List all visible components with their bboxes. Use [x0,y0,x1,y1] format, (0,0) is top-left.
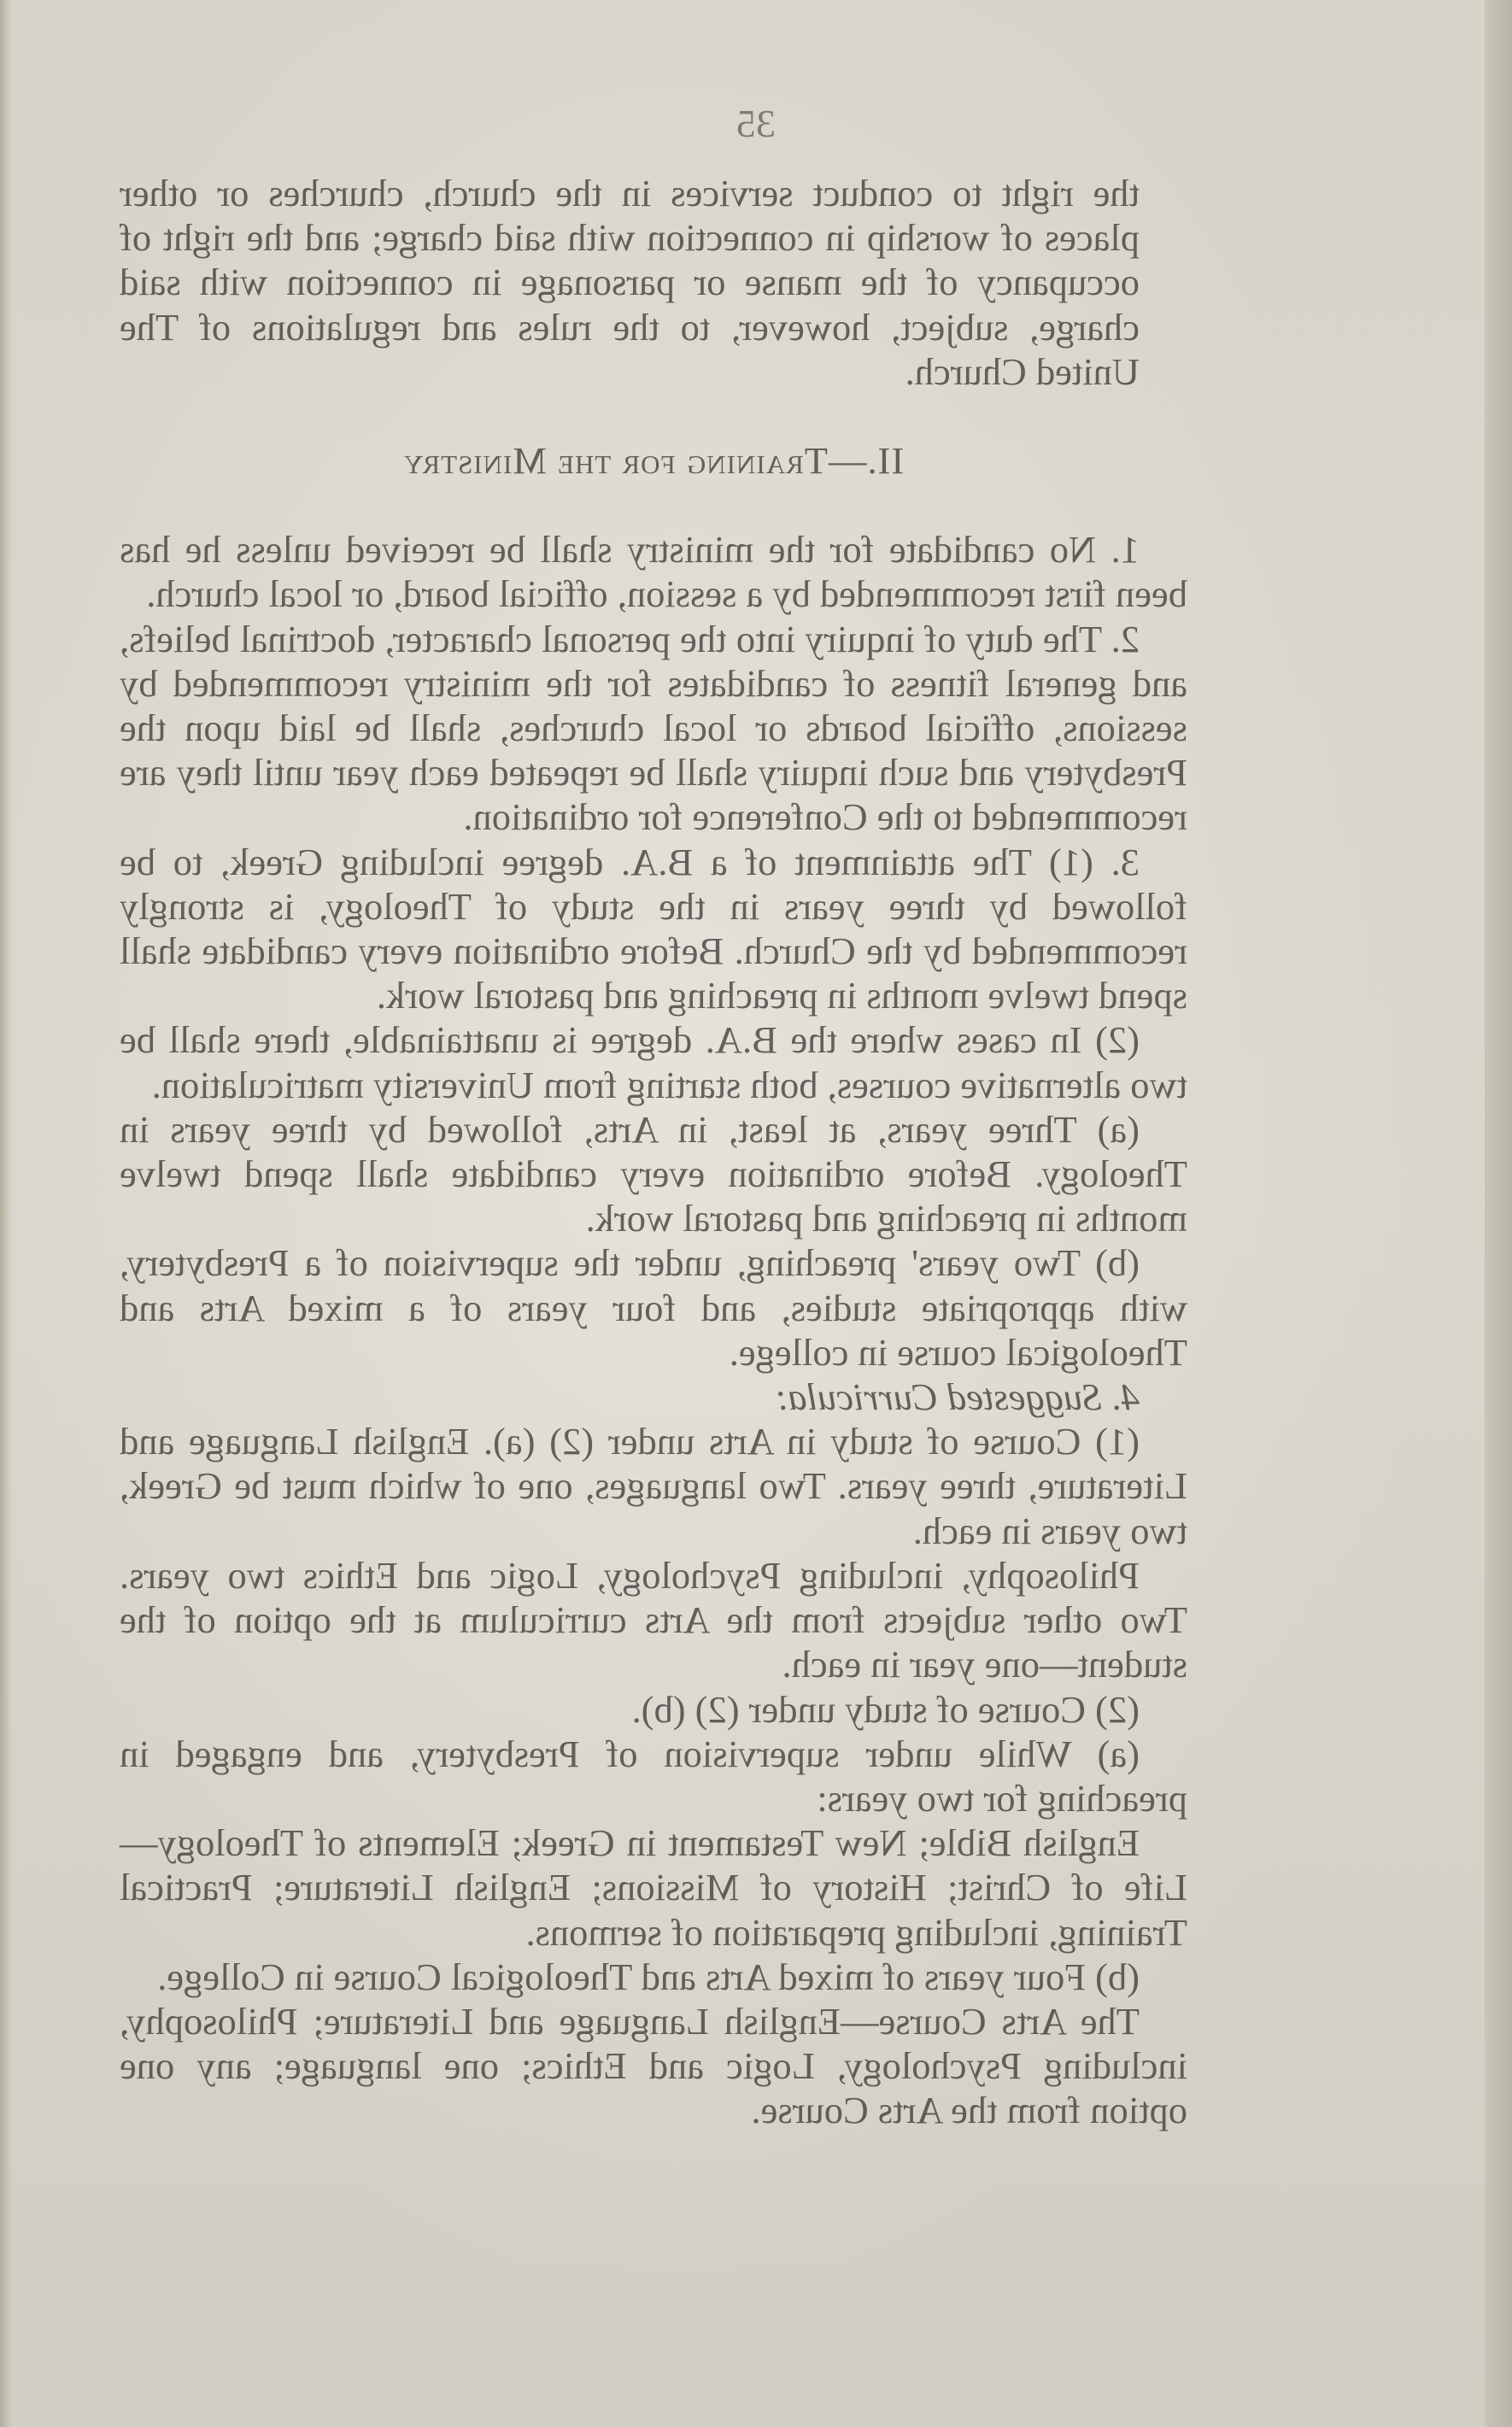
paragraph-3-2: (2) In cases where the B.A. degree is unattainable, there shall be two alternative courses, both starting from University matriculation. [120,1018,1187,1106]
paragraph-3-2-b: (b) Two years' preaching, under the supervision of a Presbytery, with appropriate studies, and four years of a mixed Arts and Theological course in college. [120,1241,1187,1374]
paragraph-2: 2. The duty of inquiry into the personal character, doctrinal beliefs, and general fitness of candidates for the ministry recommended by sessions, official boards or local churches, shall be laid upon the Presbytery and such inquiry shall be repeated each year until they are recommended to the Conference for ordination. [120,617,1187,839]
paragraph-4-1-cont: Philosophy, including Psychology, Logic and Ethics two years. Two other subjects from the Arts curriculum at the option of the student—one year in each. [120,1553,1187,1686]
paragraph-4-2: (2) Course of study under (2) (b). [631,1687,1140,1731]
paragraph-4-2-a: (a) While under supervision of Presbytery, and engaged in preaching for two years: [120,1732,1187,1820]
section-heading: II.—Training for the Ministry [402,439,905,483]
page-number: 35 [736,102,776,145]
paragraph-4-1: (1) Course of study in Arts under (2) (a). English Language and Literature, three years. Two languages, one of which must be Greek, two years in each. [120,1420,1187,1552]
intro-paragraph: the right to conduct services in the church, churches or other places of worship in connection with said charge; and the right of occupancy of the manse or parsonage in connection with said charge, subject, however, to the rules and regulations of The United Church. [120,172,1140,393]
paragraph-4-2-b: (b) Four years of mixed Arts and Theological Course in College. [157,1955,1140,1998]
paragraph-1: 1. No candidate for the ministry shall be received unless he has been first recommended by a session, official board, or local church. [120,528,1187,616]
paragraph-3-2-a: (a) Three years, at least, in Arts, followed by three years in Theology. Before ordination every candidate shall spend twelve months in preaching and pastoral work. [120,1107,1187,1240]
paragraph-3-1: 3. (1) The attainment of a B.A. degree including Greek, to be followed by three years in the study of Theology, is strongly recommended by the Church. Before ordination every candidate shall spend twelve months in preaching and pastoral work. [120,840,1187,1017]
body-text [120,171,1187,2133]
paragraph-4-2-a-cont: English Bible; New Testament in Greek; Elements of Theology—Life of Christ; History of Missions; English Literature; Practical Training, including preparation of sermons. [120,1821,1187,1954]
paragraph-arts-course: The Arts Course—English Language and Literature; Philosophy, including Psychology, Logic and Ethics; one language; any one option from the Arts Course. [120,1999,1187,2132]
paragraph-4: 4. Suggested Curricula: [775,1375,1140,1419]
